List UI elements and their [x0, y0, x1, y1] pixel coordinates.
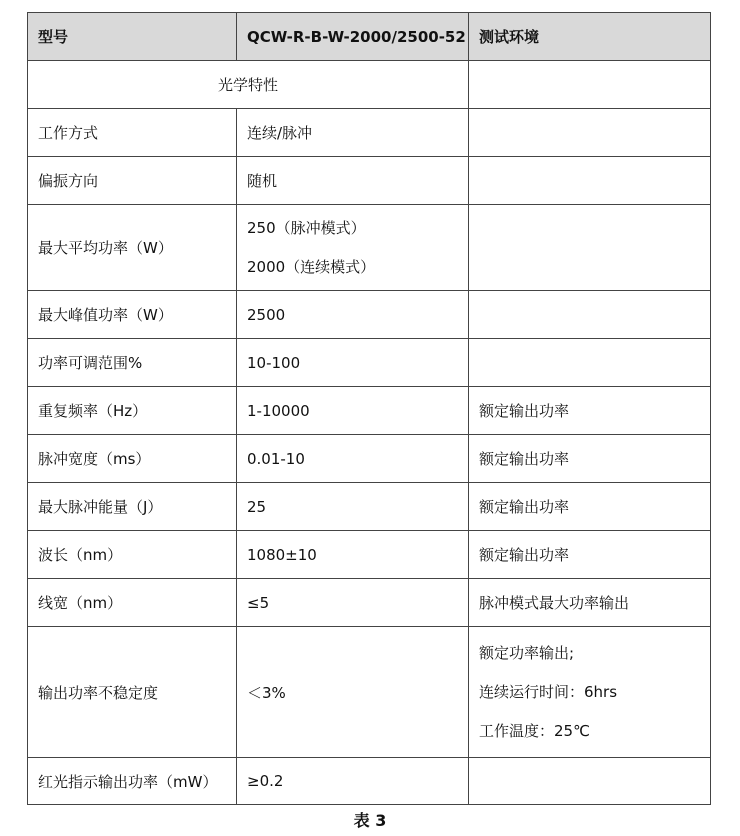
value-cell: 1-10000	[237, 387, 469, 435]
table-row	[28, 291, 711, 339]
value-cell: 连续/脉冲	[237, 109, 469, 157]
param-cell: 工作方式	[28, 109, 237, 157]
value-cell: ＜3%	[237, 627, 469, 758]
env-cell	[469, 758, 711, 805]
param-cell: 红光指示输出功率（mW）	[28, 758, 237, 805]
env-cell	[469, 627, 711, 758]
env-cell: 额定输出功率	[469, 387, 711, 435]
spec-table	[27, 12, 711, 805]
param-cell: 波长（nm）	[28, 531, 237, 579]
table-cell	[469, 61, 711, 109]
section-title: 光学特性	[28, 61, 469, 109]
param-cell: 线宽（nm）	[28, 579, 237, 627]
table-row	[28, 531, 711, 579]
env-cell: 脉冲模式最大功率输出	[469, 579, 711, 627]
table-row	[28, 435, 711, 483]
section-row	[28, 61, 711, 109]
env-cell: 额定输出功率	[469, 435, 711, 483]
env-cell: 额定输出功率	[469, 531, 711, 579]
value-line: 250（脉冲模式）	[247, 218, 366, 237]
param-cell: 最大脉冲能量（J）	[28, 483, 237, 531]
env-cell	[469, 205, 711, 291]
header-env-label: 测试环境	[469, 13, 711, 61]
param-cell: 输出功率不稳定度	[28, 627, 237, 758]
header-model-value: QCW-R-B-W-2000/2500-52	[237, 13, 469, 61]
table-row	[28, 579, 711, 627]
env-cell	[469, 109, 711, 157]
table-caption: 表 3	[353, 811, 387, 830]
value-cell: ≤5	[237, 579, 469, 627]
env-cell	[469, 291, 711, 339]
value-cell: ≥0.2	[237, 758, 469, 805]
value-cell: 随机	[237, 157, 469, 205]
table-header-row	[28, 13, 711, 61]
table-row	[28, 483, 711, 531]
table-row	[28, 109, 711, 157]
table-row	[28, 339, 711, 387]
value-cell: 10-100	[237, 339, 469, 387]
table-row	[28, 627, 711, 758]
table-row	[28, 157, 711, 205]
value-cell: 0.01-10	[237, 435, 469, 483]
header-model-label: 型号	[28, 13, 237, 61]
value-cell	[237, 205, 469, 291]
value-line: 2000（连续模式）	[247, 257, 376, 276]
param-cell: 最大峰值功率（W）	[28, 291, 237, 339]
env-cell	[469, 157, 711, 205]
param-cell: 重复频率（Hz）	[28, 387, 237, 435]
table-row	[28, 758, 711, 805]
param-cell: 脉冲宽度（ms）	[28, 435, 237, 483]
env-line: 额定功率输出;	[479, 643, 575, 662]
table-row	[28, 387, 711, 435]
env-cell: 额定输出功率	[469, 483, 711, 531]
table-row	[28, 205, 711, 291]
env-cell	[469, 339, 711, 387]
value-cell: 1080±10	[237, 531, 469, 579]
param-cell: 偏振方向	[28, 157, 237, 205]
value-cell: 25	[237, 483, 469, 531]
param-cell: 最大平均功率（W）	[28, 205, 237, 291]
param-cell: 功率可调范围%	[28, 339, 237, 387]
value-cell: 2500	[237, 291, 469, 339]
env-line: 连续运行时间：6hrs	[479, 682, 618, 701]
env-line: 工作温度：25℃	[479, 721, 590, 740]
